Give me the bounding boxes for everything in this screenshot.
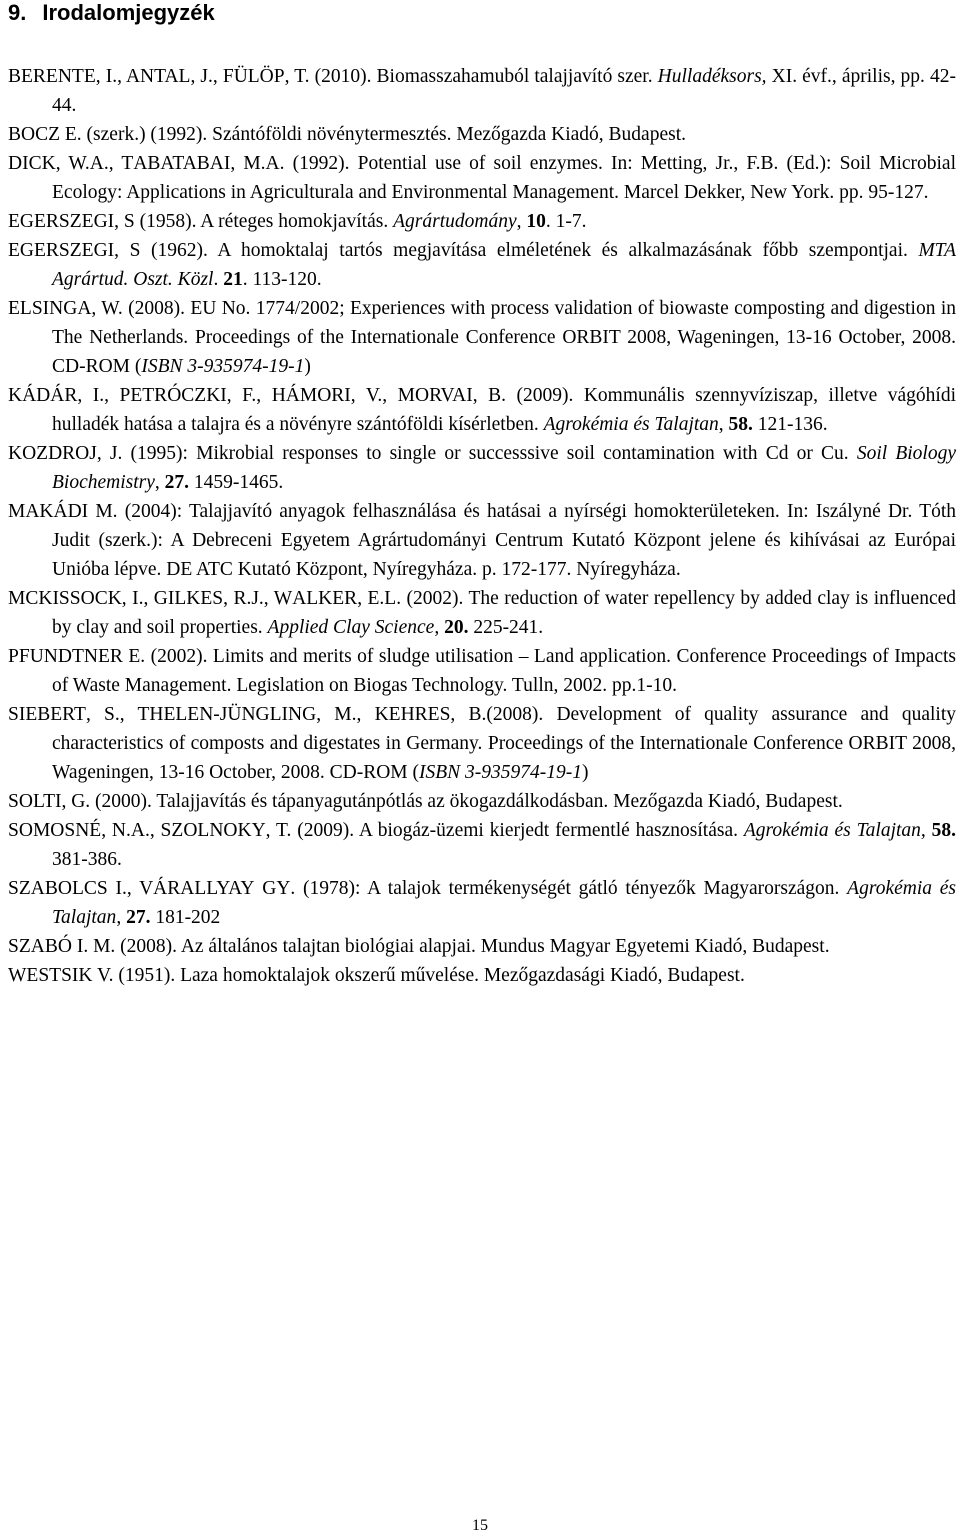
reference-text: Agrokémia és Talajtan, [743,820,926,841]
reference-entry [8,207,956,236]
section-heading [8,0,215,26]
reference-text: W [8,965,27,986]
reference-text: K [8,443,23,464]
reference-text: , V., M [350,385,416,406]
reference-text: ÁRALLYAY [153,878,255,899]
reference-text: GERSZEGI [19,240,115,261]
reference-text: OCZ [21,124,61,145]
reference-text: ERENTE [21,66,96,87]
reference-text: ÜLÖP [233,66,285,87]
reference-text: OZDROJ [22,443,97,464]
reference-text: ZOLNOKY [171,820,266,841]
reference-text: P [8,646,19,667]
reference-text: MTA Agrártud. Oszt. Közl [52,240,956,290]
reference-text: V. (1951). Laza homoktalajok okszerű művelése. Mezőgazdasági Kiadó, Budapest. [92,965,745,986]
reference-text: , M.A. (1992). Potential use of soil enzymes. In: Metting, Jr., F.B. (Ed.): Soil Microbial Ecology: Applications in Agriculturala and Environmental Management. Marcel Dekker, New York. pp. 95-127. [52,153,957,203]
reference-text: FUNDTNER [18,646,123,667]
reference-text: 27. [164,472,190,493]
reference-text: G [254,878,277,899]
reference-text: , M., K [316,704,389,725]
reference-text: ILKES [167,588,224,609]
reference-text: ETRÓCZKI [130,385,227,406]
reference-entry [8,932,956,961]
reference-entry [8,816,956,874]
reference-text: K [8,385,23,406]
section-number: 9. [8,0,27,25]
reference-text: . 1-7. [545,211,587,232]
reference-text: LSINGA [19,298,92,319]
reference-entry [8,62,956,120]
reference-text: , R.J., W [223,588,293,609]
reference-entry [8,294,956,381]
reference-entry [8,961,956,990]
reference-text: S [8,936,19,957]
reference-text: NTAL [140,66,191,87]
reference-text: S [8,704,19,725]
reference-text: 20. [444,617,469,638]
reference-entry [8,149,956,207]
reference-text: Hulladéksors, [657,66,767,87]
reference-text: GERSZEGI [19,211,115,232]
reference-text: HELEN [149,704,214,725]
reference-text: ISBN 3-935974-19-1 [141,356,305,377]
reference-text: , J. (1995): Mikrobial responses to single or successsive soil contamination with Cd or Cu. [96,443,857,464]
reference-text: , B. (2009). Kommunális szennyvíziszap, illetve vágóhídi hulladék hatása a talajra és a növényre szántóföldi kísérletben. [52,385,957,435]
reference-text: , [116,907,127,928]
reference-text: ALKER [292,588,358,609]
reference-text: I. M. (2008). Az általános talajtan biológiai alapjai. Mundus Magyar Egyetemi Kiadó, Budapest. [71,936,830,957]
reference-text: , T. (2009). A biogáz-üzemi kierjedt fermentlé hasznosítása. [265,820,744,841]
reference-text: D [8,153,23,174]
reference-text: 27. [126,907,151,928]
reference-text: Agrártudomány [393,211,517,232]
reference-entry [8,381,956,439]
reference-text: OMOSNÉ [18,820,102,841]
reference-text: 381-386. [52,849,122,870]
reference-text: , I., P [77,385,131,406]
reference-text: , I., G [121,588,168,609]
reference-text: , E.L. (2002). The reduction of water repellency by added clay is influenced by clay and soil properties. [52,588,957,638]
reference-text: , F., H [226,385,286,406]
reference-text: 10 [526,211,546,232]
reference-entry [8,874,956,932]
reference-text: ÁMORI [285,385,351,406]
reference-entry [8,439,956,497]
reference-text: ICK [22,153,56,174]
reference-text: IEBERT [18,704,86,725]
section-title: Irodalomjegyzék [42,0,215,25]
reference-text: 1459-1465. [189,472,284,493]
reference-text: M [8,501,26,522]
reference-text: E. (szerk.) (1992). Szántóföldi növénytermesztés. Mezőgazda Kiadó, Budapest. [60,124,686,145]
reference-text: , I., A [95,66,141,87]
reference-text: XI. évf., április, pp. 42-44. [52,66,957,116]
reference-entry [8,700,956,787]
reference-list [8,62,956,990]
reference-text: , [516,211,527,232]
reference-text: , G. (2000). Talajjavítás és tápanyagutánpótlás az ökogazdálkodásban. Mezőgazda Kiadó, Budapest. [61,791,843,812]
reference-text: . (1978): A talajok termékenységét gátló tényezők Magyarországon. [290,878,848,899]
reference-text: ÁDÁR [22,385,78,406]
reference-text: I., V [107,878,154,899]
reference-entry [8,497,956,584]
reference-text: MCK [8,588,53,609]
reference-text: EHRES [388,704,451,725]
reference-text: Agrokémia és Talajtan [543,414,719,435]
reference-text: E. (2002). Limits and merits of sludge utilisation – Land application. Conference Proceedings of Impacts of Waste Management. Legislation on Biogas Technology. Tulln, 2002. pp.1-10. [52,646,956,696]
reference-text: S [8,820,19,841]
reference-text: Soil Biology Biochemistry [52,443,956,493]
reference-text: OLTI [18,791,62,812]
reference-entry [8,584,956,642]
reference-text: E [8,211,20,232]
reference-text: 58. [931,820,957,841]
reference-entry [8,642,956,700]
reference-text: S [8,878,19,899]
reference-text: Agrokémia és Talajtan [52,878,956,928]
reference-text: ABATABAI [133,153,231,174]
reference-text: ISSOCK [52,588,122,609]
reference-text: ESTSIK [26,965,93,986]
reference-entry [8,236,956,294]
reference-text: ORVAI [415,385,473,406]
reference-text: . [213,269,224,290]
reference-text: B [8,66,22,87]
reference-entry [8,120,956,149]
reference-text: , T. (2010). Biomasszahamuból talajjavító szer. [284,66,658,87]
reference-text: Applied Clay Science [267,617,435,638]
reference-text: ZABOLCS [18,878,108,899]
reference-text: , S (1958). A réteges homokjavítás. [114,211,394,232]
reference-text: ZABÓ [18,936,72,957]
reference-text: ISBN 3-935974-19-1 [419,762,583,783]
reference-text: B [8,124,22,145]
reference-text: E [8,298,20,319]
reference-text: M. (2004): Talajjavító anyagok felhasználása és hatásai a nyírségi homokterületeken. In: Iszályné Dr. Tóth Judit (szerk.): A Debreceni Egyetem Agrártudományi Centrum Kutató Központ jelene és kihívásai az Európai Unióba lépve. DE ATC Kutató Központ, Nyíregyháza. p. 172-177. Nyíregyháza. [52,501,956,580]
reference-entry [8,787,956,816]
reference-text: . 113-120. [242,269,322,290]
reference-text: 181-202 [150,907,221,928]
reference-text: , J., F [190,66,234,87]
reference-text: 58. [728,414,753,435]
reference-text: ÜNGLING [227,704,317,725]
reference-text: , [154,472,165,493]
reference-text: , W. (2008). EU No. 1774/2002; Experiences with process validation of biowaste composting and digestion in The Netherlands. Proceedings of the Internationale Conference ORBIT 2008, Wageningen, 13-16 October, 2008. CD-ROM ( [52,298,956,377]
reference-text: 225-241. [468,617,544,638]
reference-text: 21 [223,269,243,290]
reference-text: E [8,240,20,261]
reference-text: Y [276,878,291,899]
reference-text: 121-136. [752,414,828,435]
reference-text: ) [582,762,589,783]
reference-text: , [434,617,445,638]
reference-text: , B.(2008). Development of quality assurance and quality characteristics of composts and digestates in Germany. Proceedings of the Internationale Conference ORBIT 2008, Wageningen, 13-16 October, 2008. CD-ROM ( [52,704,956,783]
reference-text: , W.A., T [55,153,134,174]
reference-text: , S (1962). A homoktalaj tartós megjavítása elméletének és alkalmazásának főbb szempontjai. [114,240,919,261]
reference-text: , [718,414,729,435]
page-number: 15 [472,1517,488,1534]
reference-text: ) [304,356,311,377]
reference-text: S [8,791,19,812]
reference-text: , N.A., S [101,820,172,841]
reference-text: AKÁDI [25,501,89,522]
reference-text: , S., T [85,704,150,725]
reference-text: -J [213,704,228,725]
